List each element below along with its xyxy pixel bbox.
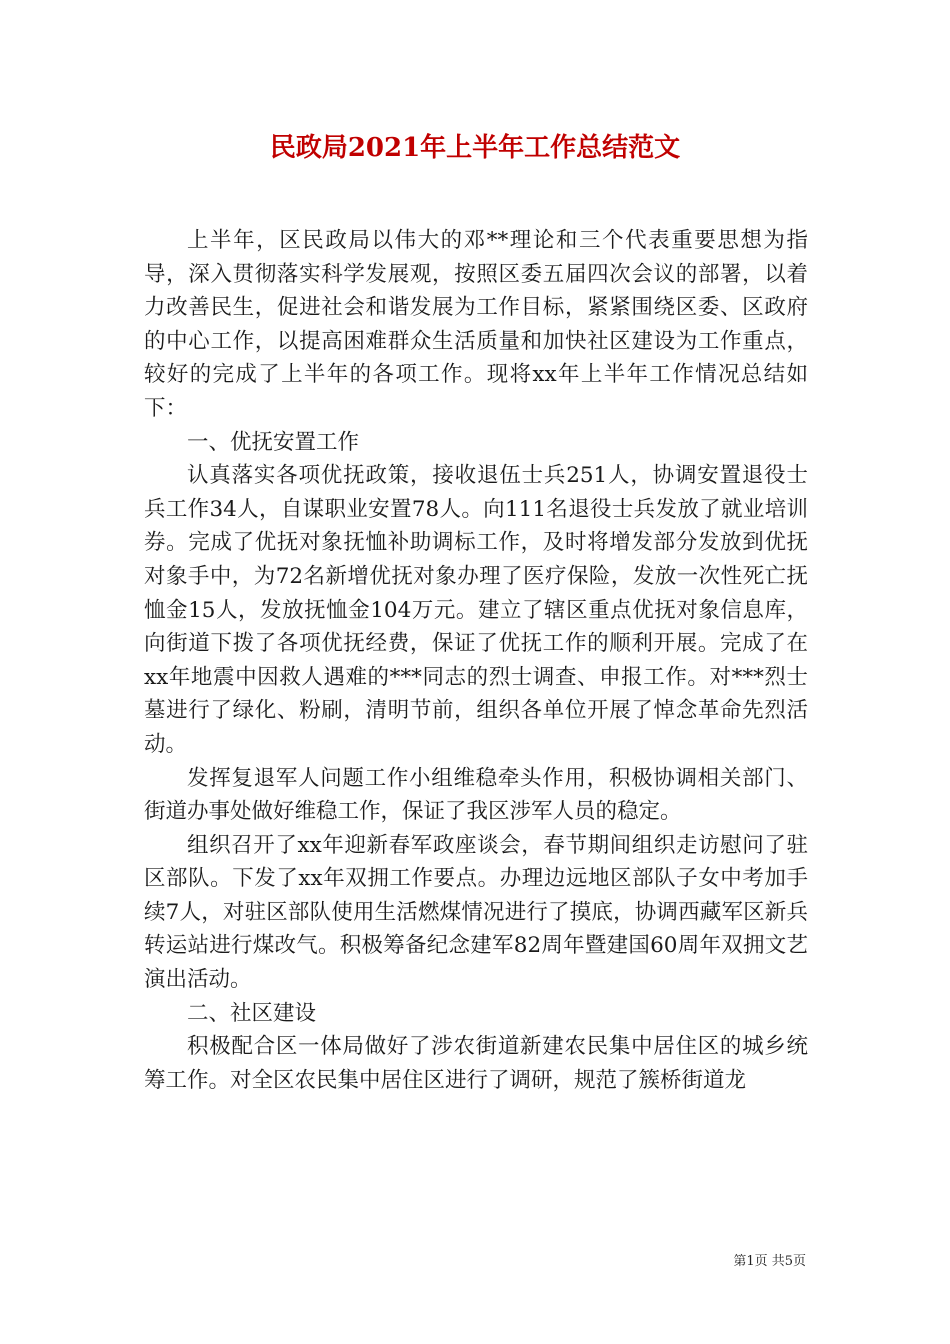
section-heading-2: 二、社区建设 <box>187 1000 317 1026</box>
paragraph-4: 积极配合区一体局做好了涉农街道新建农民集中居住区的城乡统筹工作。对全区农民集中居住区进行了调研，规范了簇桥街道龙 <box>144 1034 808 1093</box>
paragraph-1: 认真落实各项优抚政策，接收退伍士兵251人，协调安置退役士兵工作34人，自谋职业安置78人。向111名退役士兵发放了就业培训券。完成了优抚对象抚恤补助调标工作，及时将增发部分发放到优抚对象手中，为72名新增优抚对象办理了医疗保险，发放一次性死亡抚恤金15人，发放抚恤金104万元。建立了辖区重点优抚对象信息库，向街道下拨了各项优抚经费，保证了优抚工作的顺利开展。完成了在xx年地震中因救人遇难的***同志的烈士调查、申报工作。对***烈士墓进行了绿化、粉刷，清明节前，组织各单位开展了悼念革命先烈活动。 <box>144 463 808 757</box>
document-body <box>144 224 808 1097</box>
page-number: 第1页 共5页 <box>733 1254 806 1269</box>
document-title: 民政局2021年上半年工作总结范文 <box>269 133 681 163</box>
section-heading-1: 一、优抚安置工作 <box>187 429 360 455</box>
paragraph-2: 发挥复退军人问题工作小组维稳牵头作用，积极协调相关部门、街道办事处做好维稳工作，保证了我区涉军人员的稳定。 <box>144 765 808 825</box>
paragraph-intro: 上半年，区民政局以伟大的邓**理论和三个代表重要思想为指导，深入贯彻落实科学发展观，按照区委五届四次会议的部署，以着力改善民生，促进社会和谐发展为工作目标，紧紧围绕区委、区政府的中心工作，以提高困难群众生活质量和加快社区建设为工作重点，较好的完成了上半年的各项工作。现将xx年上半年工作情况总结如下： <box>144 228 808 421</box>
paragraph-3: 组织召开了xx年迎新春军政座谈会，春节期间组织走访慰问了驻区部队。下发了xx年双拥工作要点。办理边远地区部队子女中考加手续7人，对驻区部队使用生活燃煤情况进行了摸底，协调西藏军区新兵转运站进行煤改气。积极筹备纪念建军82周年暨建国60周年双拥文艺演出活动。 <box>144 832 808 993</box>
